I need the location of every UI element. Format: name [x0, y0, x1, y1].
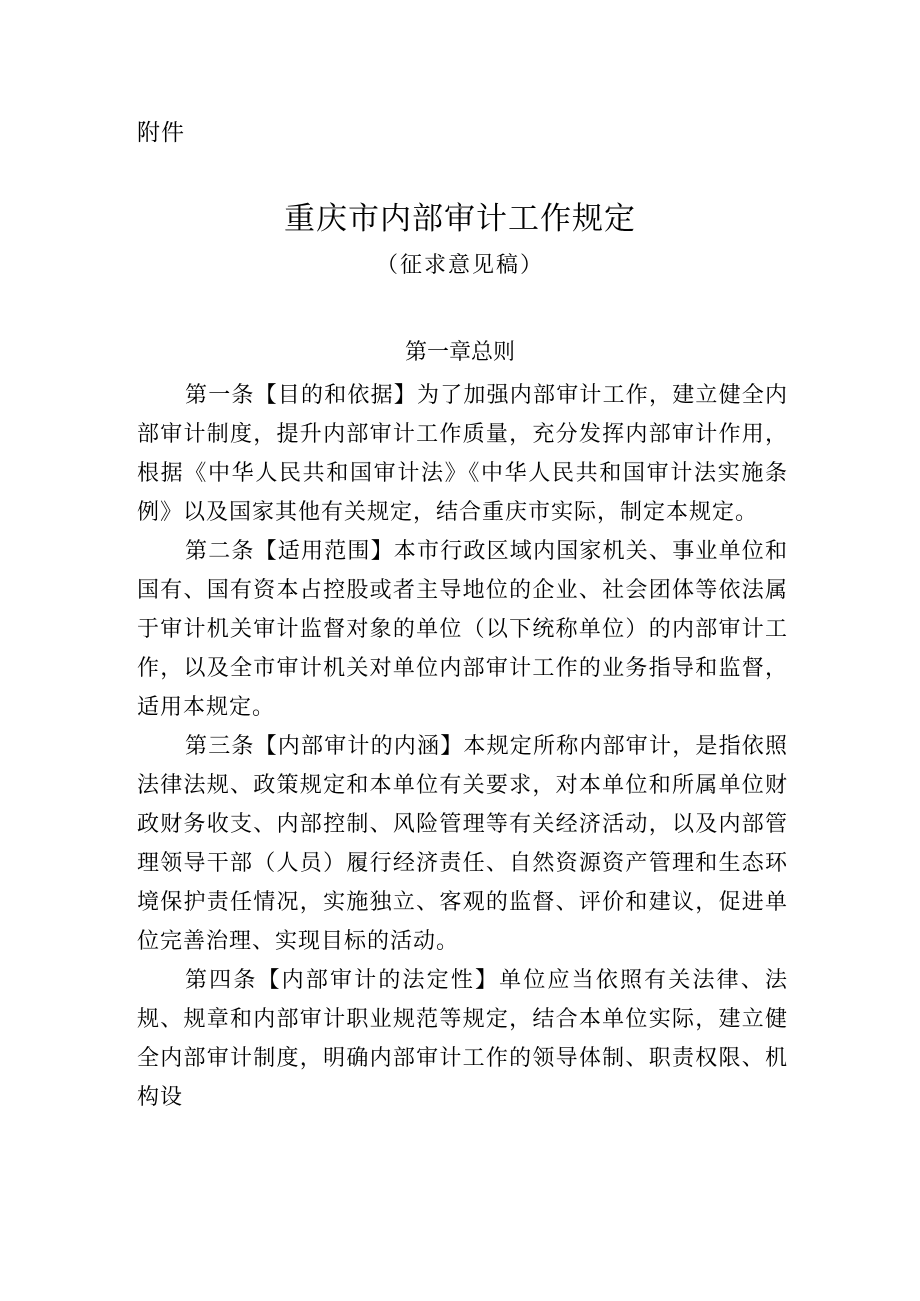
chapter-heading: 第一章总则: [404, 340, 515, 365]
document-body: [137, 376, 788, 1117]
document-subtitle: （征求意见稿）: [375, 253, 544, 278]
article-1: 第一条【目的和依据】为了加强内部审计工作，建立健全内部审计制度，提升内部审计工作质量，充分发挥内部审计作用，根据《中华人民共和国审计法》《中华人民共和国审计法实施条例》以及国家其他有关规定，结合重庆市实际，制定本规定。: [137, 383, 788, 525]
article-4: 第四条【内部审计的法定性】单位应当依照有关法律、法规、规章和内部审计职业规范等规定，结合本单位实际，建立健全内部审计制度，明确内部审计工作的领导体制、职责权限、机构设: [137, 968, 788, 1110]
article-2: 第二条【适用范围】本市行政区域内国家机关、事业单位和国有、国有资本占控股或者主导地位的企业、社会团体等依法属于审计机关审计监督对象的单位（以下统称单位）的内部审计工作，以及全市审计机关对单位内部审计工作的业务指导和监督，适用本规定。: [137, 539, 788, 720]
document-title: 重庆市内部审计工作规定: [284, 201, 636, 237]
attachment-label: 附件: [137, 120, 185, 146]
article-3: 第三条【内部审计的内涵】本规定所称内部审计，是指依照法律法规、政策规定和本单位有关要求，对本单位和所属单位财政财务收支、内部控制、风险管理等有关经济活动，以及内部管理领导干部（人员）履行经济责任、自然资源资产管理和生态环境保护责任情况，实施独立、客观的监督、评价和建议，促进单位完善治理、实现目标的活动。: [137, 734, 788, 954]
